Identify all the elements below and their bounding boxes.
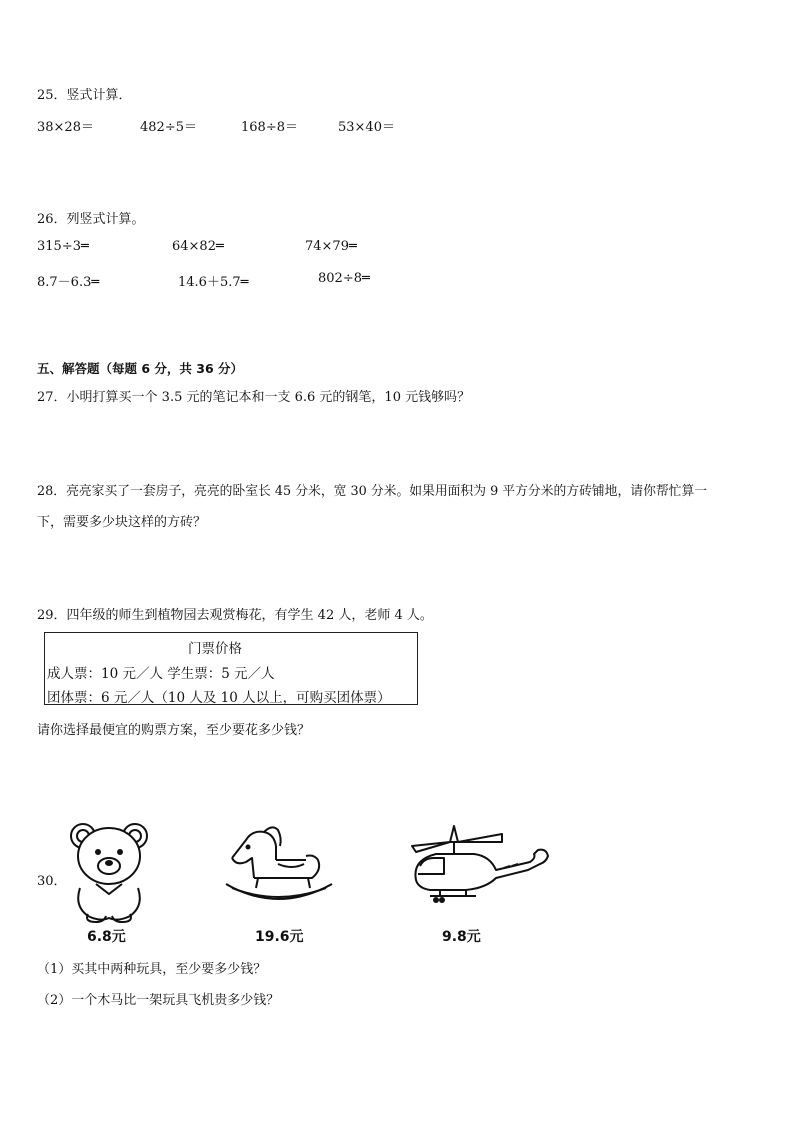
q25-item-1: 38×28＝	[37, 120, 94, 135]
ticket-table-row-1: 成人票：10 元／人 学生票：5 元／人	[47, 666, 275, 682]
q30-sub-2: （2）一个木马比一架玩具飞机贵多少钱？	[37, 993, 280, 1008]
ticket-table-row-2: 团体票：6 元／人（10 人及 10 人以上，可购买团体票）	[47, 690, 391, 706]
toy-helicopter-icon	[406, 822, 556, 908]
price-horse: 19.6元	[255, 929, 304, 945]
q28-line1: 28．亮亮家买了一套房子，亮亮的卧室长 45 分米，宽 30 分米。如果用面积为 9 平方分米的方砖铺地，请你帮忙算一	[37, 484, 708, 499]
q29-text: 29．四年级的师生到植物园去观赏梅花，有学生 42 人，老师 4 人。	[37, 608, 433, 623]
q26-item-5: 14.6＋5.7═	[178, 275, 249, 290]
q28-line2: 下，需要多少块这样的方砖？	[37, 515, 207, 530]
ticket-price-table	[44, 632, 418, 705]
price-helicopter: 9.8元	[442, 929, 481, 945]
q29-question: 请你选择最便宜的购票方案，至少要花多少钱？	[37, 723, 311, 738]
q27-text: 27．小明打算买一个 3.5 元的笔记本和一支 6.6 元的钢笔，10 元钱够吗？	[37, 390, 471, 405]
q25-item-3: 168÷8＝	[241, 120, 298, 135]
q25-item-4: 53×40＝	[338, 120, 395, 135]
q30-number: 30．	[37, 874, 67, 889]
q30-sub-1: （1）买其中两种玩具，至少要多少钱？	[37, 962, 267, 977]
teddy-bear-icon	[66, 818, 152, 924]
q26-item-6: 802÷8═	[318, 271, 370, 286]
section-heading: 五、解答题（每题 6 分，共 36 分）	[37, 361, 244, 376]
q25-title: 25．竖式计算．	[37, 88, 132, 103]
q26-item-4: 8.7－6.3═	[37, 275, 100, 290]
q26-item-2: 64×82═	[172, 239, 224, 254]
ticket-table-title: 门票价格	[188, 641, 242, 657]
q25-item-2: 482÷5＝	[140, 120, 197, 135]
price-bear: 6.8元	[87, 929, 126, 945]
q26-item-3: 74×79═	[305, 239, 357, 254]
q26-title: 26．列竖式计算。	[37, 212, 145, 227]
rocking-horse-icon	[222, 820, 334, 912]
q26-item-1: 315÷3═	[37, 239, 89, 254]
